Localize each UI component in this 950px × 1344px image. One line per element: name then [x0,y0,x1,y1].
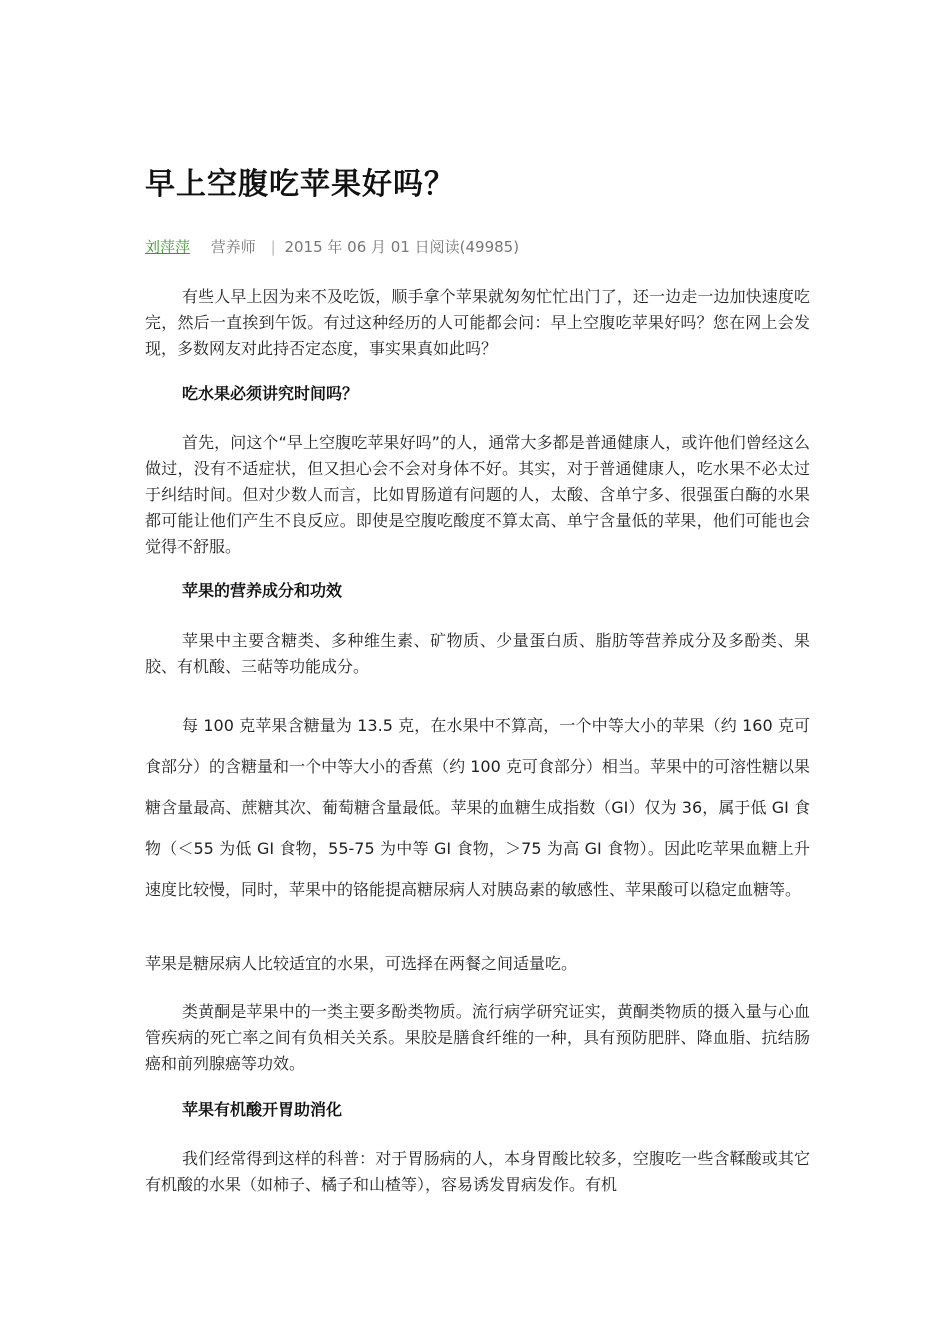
paragraph-intro: 有些人早上因为来不及吃饭，顺手拿个苹果就匆匆忙忙出门了，还一边走一边加快速度吃完，然后一直挨到午饭。有过这种经历的人可能都会问：早上空腹吃苹果好吗？您在网上会发现，多数网友对此持否定态度，事实果真如此吗？ [145,287,810,358]
publish-date-and-reads: 2015 年 06 月 01 日阅读(49985) [284,238,520,256]
paragraph-acid: 我们经常得到这样的科普：对于胃肠病的人，本身胃酸比较多，空腹吃一些含鞣酸或其它有机酸的水果（如柿子、橘子和山楂等），容易诱发胃病发作。有机 [145,1149,810,1194]
paragraph-flavonoids: 类黄酮是苹果中的一类主要多酚类物质。流行病学研究证实，黄酮类物质的摄入量与心血管疾病的死亡率之间有负相关关系。果胶是膳食纤维的一种，具有预防肥胖、降血脂、抗结肠癌和前列腺癌等功效。 [145,1002,810,1073]
author-role: 营养师 [210,238,256,256]
paragraph-sugar-end: 苹果是糖尿病人比较适宜的水果，可选择在两餐之间适量吃。 [145,954,578,973]
article-title: 早上空腹吃苹果好吗？ [145,167,455,202]
meta-separator: | [270,238,276,256]
section-heading-nutrition: 苹果的营养成分和功效 [182,581,343,600]
paragraph-sugar: 每 100 克苹果含糖量为 13.5 克，在水果中不算高，一个中等大小的苹果（约 160 克可食部分）的含糖量和一个中等大小的香蕉（约 100 克可食部分）相当。苹果中的可溶性糖以果糖含量最高、蔗糖其次、葡萄糖含量最低。苹果的血糖生成指数（GI）仅为 36，属于低 GI 食物（＜55 为低 GI 食物，55-75 为中等 GI 食物，＞75 为高 GI 食物）。因此吃苹果血糖上升速度比较慢，同时，苹果中的铬能提高糖尿病人对胰岛素的敏感性、苹果酸可以稳定血糖等。 [145,716,810,899]
article-meta [145,236,519,257]
author-link[interactable]: 刘萍萍 [145,238,191,256]
section-heading-timing: 吃水果必须讲究时间吗？ [182,384,359,403]
section-heading-acid: 苹果有机酸开胃助消化 [182,1100,343,1119]
paragraph-nutrition: 苹果中主要含糖类、多种维生素、矿物质、少量蛋白质、脂肪等营养成分及多酚类、果胶、有机酸、三萜等功能成分。 [145,631,810,676]
paragraph-timing: 首先，问这个“早上空腹吃苹果好吗”的人，通常大多都是普通健康人，或许他们曾经这么做过，没有不适症状，但又担心会不会对身体不好。其实，对于普通健康人，吃水果不必太过于纠结时间。但对少数人而言，比如胃肠道有问题的人，太酸、含单宁多、很强蛋白酶的水果都可能让他们产生不良反应。即使是空腹吃酸度不算太高、单宁含量低的苹果，他们可能也会觉得不舒服。 [145,433,810,556]
